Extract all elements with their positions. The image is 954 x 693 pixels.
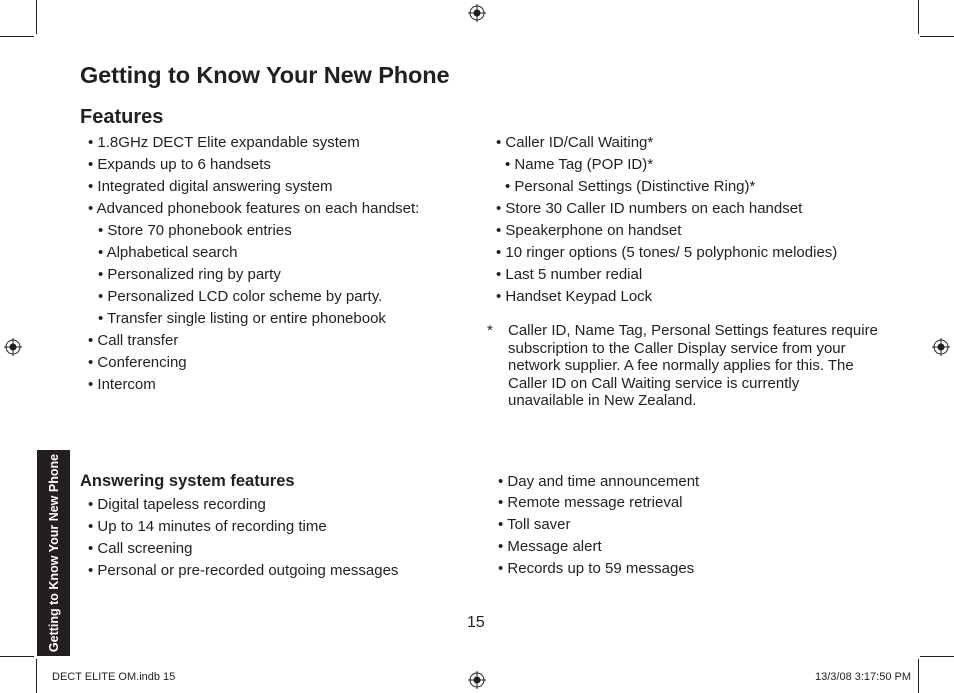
list-item: • Call screening bbox=[88, 540, 193, 557]
crop-mark bbox=[918, 0, 919, 34]
list-item: • Remote message retrieval bbox=[498, 494, 683, 511]
registration-mark-icon bbox=[468, 4, 486, 22]
footnote-text: Caller ID, Name Tag, Personal Settings features require subscription to the Caller Display service from your network supplier. A fee normally applies for this. The Caller ID on Call Waiting service is currently unavailable in New Zealand. bbox=[508, 322, 878, 409]
sub-list-item: • Personalized LCD color scheme by party. bbox=[98, 288, 383, 305]
registration-mark-icon bbox=[4, 338, 22, 356]
list-item: • Up to 14 minutes of recording time bbox=[88, 518, 327, 535]
sub-list-item: • Personal Settings (Distinctive Ring)* bbox=[505, 178, 756, 195]
page-number: 15 bbox=[467, 614, 485, 631]
list-item: • Expands up to 6 handsets bbox=[88, 156, 271, 173]
crop-mark bbox=[920, 36, 954, 37]
list-item: • Advanced phonebook features on each handset: bbox=[88, 200, 420, 217]
list-item: • Personal or pre-recorded outgoing messages bbox=[88, 562, 399, 579]
answering-heading: Answering system features bbox=[80, 472, 295, 490]
list-item: • Integrated digital answering system bbox=[88, 178, 333, 195]
list-item: • Call transfer bbox=[88, 332, 179, 349]
list-item: • Handset Keypad Lock bbox=[496, 288, 653, 305]
side-tab-label: Getting to Know Your New Phone bbox=[47, 453, 61, 653]
sub-list-item: • Name Tag (POP ID)* bbox=[505, 156, 654, 173]
page-title: Getting to Know Your New Phone bbox=[80, 62, 450, 88]
list-item: • Records up to 59 messages bbox=[498, 560, 695, 577]
crop-mark bbox=[0, 656, 34, 657]
list-item: • Digital tapeless recording bbox=[88, 496, 266, 513]
list-item: • Day and time announcement bbox=[498, 473, 700, 490]
list-item: • 1.8GHz DECT Elite expandable system bbox=[88, 134, 360, 151]
sub-list-item: • Store 70 phonebook entries bbox=[98, 222, 292, 239]
footer-timestamp: 13/3/08 3:17:50 PM bbox=[814, 671, 911, 683]
crop-mark bbox=[920, 656, 954, 657]
crop-mark bbox=[36, 659, 37, 693]
list-item: • Message alert bbox=[498, 538, 602, 555]
registration-mark-icon bbox=[468, 671, 486, 689]
list-item: • Caller ID/Call Waiting* bbox=[496, 134, 654, 151]
sub-list-item: • Alphabetical search bbox=[98, 244, 238, 261]
crop-mark bbox=[0, 36, 34, 37]
footnote-marker: * bbox=[487, 322, 493, 339]
footer-file-info: DECT ELITE OM.indb 15 bbox=[52, 671, 176, 683]
list-item: • 10 ringer options (5 tones/ 5 polyphonic melodies) bbox=[496, 244, 838, 261]
crop-mark bbox=[36, 0, 37, 34]
list-item: • Intercom bbox=[88, 376, 156, 393]
crop-mark bbox=[918, 659, 919, 693]
list-item: • Toll saver bbox=[498, 516, 571, 533]
registration-mark-icon bbox=[932, 338, 950, 356]
sub-list-item: • Transfer single listing or entire phonebook bbox=[98, 310, 386, 327]
list-item: • Conferencing bbox=[88, 354, 187, 371]
list-item: • Store 30 Caller ID numbers on each handset bbox=[496, 200, 803, 217]
sub-list-item: • Personalized ring by party bbox=[98, 266, 281, 283]
list-item: • Speakerphone on handset bbox=[496, 222, 682, 239]
list-item: • Last 5 number redial bbox=[496, 266, 643, 283]
features-heading: Features bbox=[80, 106, 164, 128]
